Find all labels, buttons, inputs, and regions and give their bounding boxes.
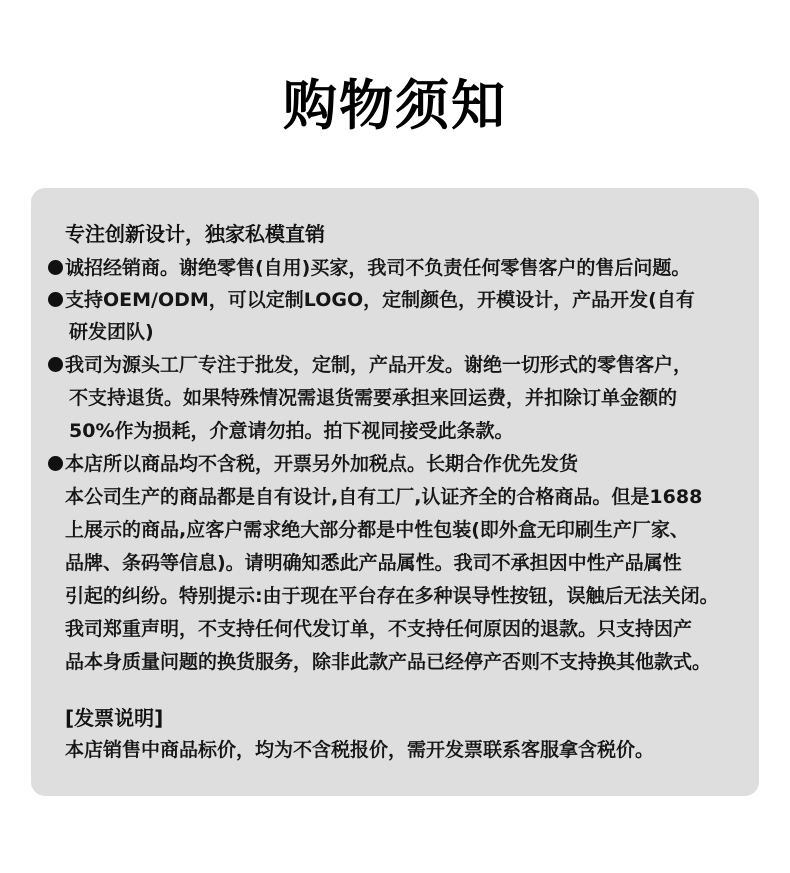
- notice-line-7: 本店所以商品均不含税，开票另外加税点。长期合作优先发货: [48, 448, 578, 480]
- bullet-icon: [48, 357, 63, 372]
- notice-line-6: 50%作为损耗，介意请勿拍。拍下视同接受此条款。: [69, 420, 514, 442]
- notice-line-3: 研发团队): [69, 321, 154, 343]
- page-title: 购物须知: [283, 74, 507, 137]
- notice-line-10: 品牌、条码等信息)。请明确知悉此产品属性。我司不承担因中性产品属性: [65, 552, 682, 574]
- bullet-icon: [48, 260, 63, 275]
- invoice-text: 本店销售中商品标价，均为不含税报价，需开发票联系客服拿含税价。: [65, 739, 655, 761]
- notice-line-2: 支持OEM/ODM，可以定制LOGO，定制颜色，开模设计，产品开发(自有: [48, 284, 695, 316]
- notice-line-13: 品本身质量问题的换货服务，除非此款产品已经停产否则不支持换其他款式。: [65, 651, 712, 673]
- notice-line-5: 不支持退货。如果特殊情况需退货需要承担来回运费，并扣除订单金额的: [69, 387, 678, 409]
- bullet-icon: [48, 292, 63, 307]
- notice-line-4: 我司为源头工厂专注于批发，定制，产品开发。谢绝一切形式的零售客户，: [48, 349, 692, 381]
- notice-line-1: 诚招经销商。谢绝零售(自用)买家，我司不负责任何零售客户的售后问题。: [48, 252, 690, 284]
- notice-line-9: 上展示的商品,应客户需求绝大部分都是中性包装(即外盒无印刷生产厂家、: [65, 519, 689, 541]
- notice-panel: [31, 188, 759, 796]
- bullet-icon: [48, 456, 63, 471]
- notice-line-11: 引起的纠纷。特别提示:由于现在平台存在多种误导性按钮，误触后无法关闭。: [65, 585, 719, 607]
- notice-line-12: 我司郑重声明，不支持任何代发订单，不支持任何原因的退款。只支持因产: [65, 618, 693, 640]
- invoice-heading: [发票说明]: [65, 706, 164, 730]
- notice-line-8: 本公司生产的商品都是自有设计,自有工厂,认证齐全的合格商品。但是1688: [65, 486, 703, 508]
- notice-heading: 专注创新设计，独家私模直销: [65, 222, 325, 246]
